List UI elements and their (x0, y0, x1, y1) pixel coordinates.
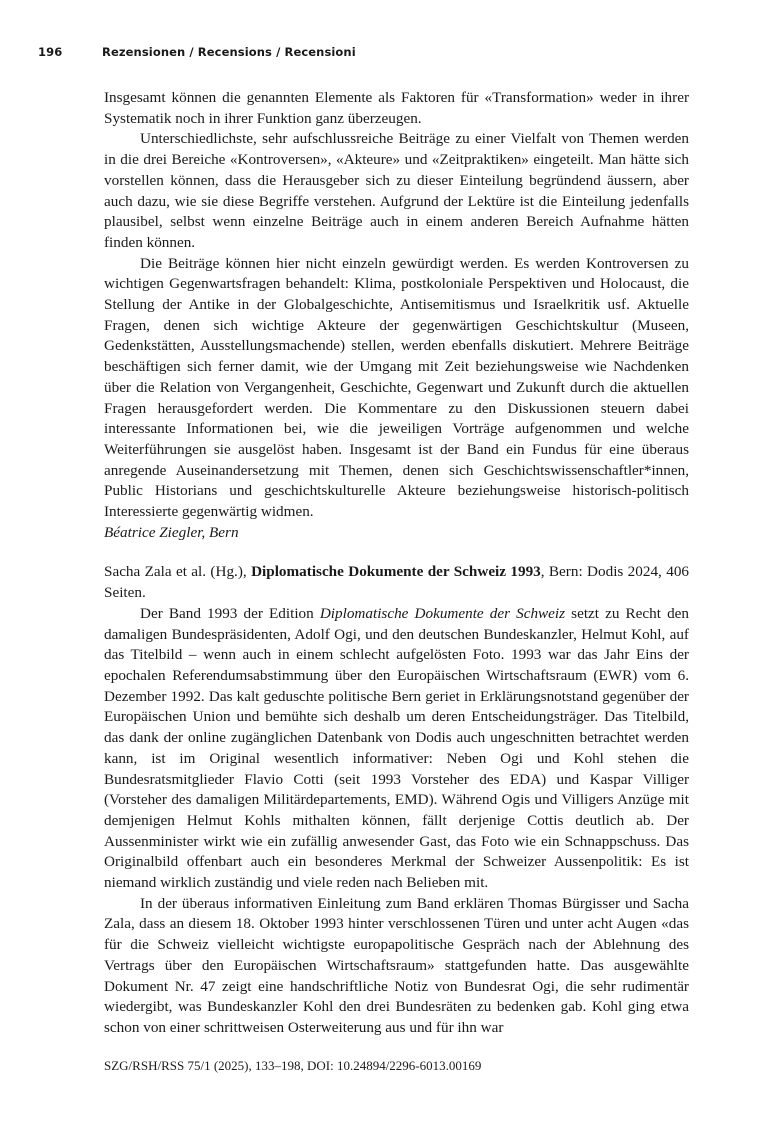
running-title: Rezensionen / Recensions / Recensioni (102, 45, 356, 59)
citation-suffix: , Bern: Dodis 2024, 406 Seiten. (104, 563, 690, 602)
citation-title: Diplomatische Dokumente der Schweiz 1993 (251, 563, 541, 581)
review2-p1-after: setzt zu Recht den damaligen Bundespräsidenten, Adolf Ogi, und den deutschen Bundeskanzler, Helmut Kohl, auf das Titelbild – wenn auch in einem schlecht aufgelösten Foto. 1993 war das Jahr Eins der epochalen Referendumsabstimmung über den Europäischen Wirtschaftsraum (EWR) vom 6. Dezember 1992. Das kalt geduschte politische Bern geriet in Erklärungsnotstand gegenüber der Europäischen Union und bemühte sich deshalb um deren Entscheidungsträger. Das Titelbild, das dank der online zugänglichen Datenbank von Dodis auch ungeschnitten betrachtet werden kann, ist im Original wesentlich informativer: Neben Ogi und Kohl stehen die Bundesratsmitglieder Flavio Cotti (seit 1993 Vorsteher des EDA) und Kaspar Villiger (Vorsteher des damaligen Militärdepartements, EMD). Während Ogis und Villigers Anzüge mit demjenigen Helmut Kohls mithalten können, fällt derjenige Cottis deutlich ab. Der Aussenminister wirkt wie ein zufällig anwesender Gast, das Foto wie ein Schnappschuss. Das Originalbild offenbart auch ein besonderes Merkmal der Schweizer Aussenpolitik: Es ist niemand wirklich zuständig und viele reden nach Belieben mit. (104, 604, 689, 892)
review1-paragraph-3: Die Beiträge können hier nicht einzeln gewürdigt werden. Es werden Kontroversen zu wichtigen Gegenwartsfragen behandelt: Klima, postkoloniale Perspektiven und Holocaust, die Stellung der Antike in der Globalgeschichte, Antisemitismus und Israelkritik usf. Aktuelle Fragen, denen sich wichtige Akteure der gegenwärtigen Geschichtskultur (Museen, Gedenkstätten, Ausstellungsmachende) stellen, werden ebenfalls diskutiert. Mehrere Beiträge beschäftigen sich ferner damit, wie der Umgang mit Zeit beziehungsweise wie Nachdenken über die Relation von Vergangenheit, Geschichte, Gegenwart und Zukunft durch die aktuellen Fragen herausgefordert werden. Die Kommentare zu den Diskussionen steuern dabei interessante Informationen bei, wie die jeweiligen Vorträge aufgenommen und welche Weiterführungen sie ausgelöst haben. Insgesamt ist der Band ein Fundus für eine überaus anregende Auseinandersetzung mit Themen, denen sich Geschichtswissenschaftler*innen, Public Historians und geschichtskulturelle Akteure beziehungsweise historisch-politisch Interessierte gegenwärtig widmen. (104, 254, 689, 521)
running-head (38, 45, 356, 59)
page-number: 196 (38, 45, 63, 59)
review2-citation (104, 562, 689, 603)
review2-paragraph-1 (104, 604, 689, 894)
footer-citation: SZG/RSH/RSS 75/1 (2025), 133–198, DOI: 10.24894/2296-6013.00169 (104, 1058, 482, 1073)
body-text (104, 88, 689, 1039)
review2-p1-italic: Diplomatische Dokumente der Schweiz (319, 604, 566, 622)
review1-paragraph-1: Insgesamt können die genannten Elemente als Faktoren für «Transformation» weder in ihrer Systematik noch in ihrer Funktion ganz überzeugen. (104, 89, 689, 127)
review1-author: Béatrice Ziegler, Bern (104, 523, 239, 541)
review2-paragraph-2: In der überaus informativen Einleitung zum Band erklären Thomas Bürgisser und Sacha Zala, dass an diesem 18. Oktober 1993 hinter verschlossenen Türen und unter acht Augen «das für die Schweiz vielleicht wichtigste europapolitische Gespräch nach der Ablehnung des Vertrags über den Europäischen Wirtschaftsraum» stattgefunden hatte. Das ausgewählte Dokument Nr. 47 zeigt eine handschriftliche Notiz von Bundesrat Ogi, die sehr rudimentär wiedergibt, was Bundeskanzler Kohl den drei Bundesräten zu bedenken gab. Kohl ging etwa schon von einer schrittweisen Osterweiterung aus und für ihn war (104, 894, 689, 1036)
review2-p1-before: Der Band 1993 der Edition (140, 604, 320, 622)
citation-prefix: Sacha Zala et al. (Hg.), (104, 563, 252, 581)
review-separator (104, 543, 689, 562)
review1-paragraph-2: Unterschiedlichste, sehr aufschlussreiche Beiträge zu einer Vielfalt von Themen werden in die drei Bereiche «Kontroversen», «Akteure» und «Zeitpraktiken» eingeteilt. Man hätte sich vorstellen können, dass die Herausgeber sich zu dieser Einteilung begründend äussern, aber auch dazu, wie sie diese Begriffe verstehen. Aufgrund der Lektüre ist die Einteilung jedenfalls plausibel, selbst wenn einzelne Beiträge auch in einem anderen Bereich Aufnahme hätten finden können. (104, 130, 689, 251)
